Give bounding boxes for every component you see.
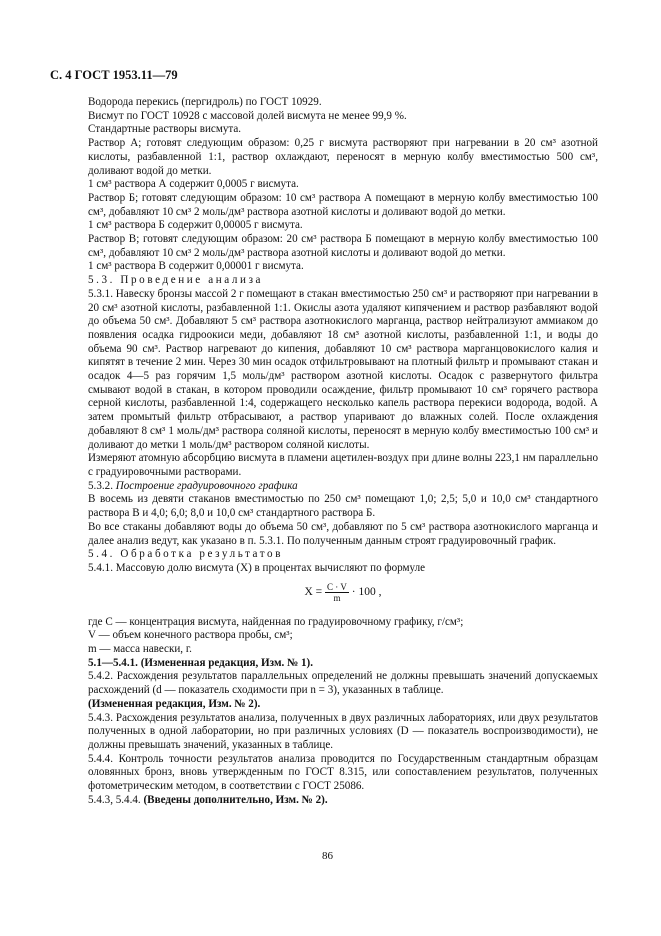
paragraph: Раствор В; готовят следующим образом: 20 см³ раствора Б помещают в мерную колбу вместимостью 100 см³, добавляют 10 см³ 2 моль/дм³ раствора азотной кислоты и доливают водой до метки. — [88, 233, 598, 259]
paragraph: Стандартные растворы висмута. — [88, 123, 242, 136]
paragraph-5-4-4: 5.4.4. Контроль точности результатов анализа проводится по Государственным стандартным образцам оловянных бронз, вновь утвержденным по ГОСТ 8.315, или сопоставлением результатов, полученных фотометрическим методом, в соответствии с ГОСТ 25086. — [88, 752, 598, 793]
edit-note-bold: (Введены дополнительно, Изм. № 2). — [143, 793, 328, 806]
paragraph-5-3-2 — [88, 480, 598, 494]
formula — [88, 582, 598, 608]
paragraph-measure: Измеряют атомную абсорбцию висмута в пламени ацетилен-воздух при длине волны 223,1 нм параллельно с градуировочными растворами. — [88, 452, 598, 478]
edit-note: (Измененная редакция, Изм. № 2). — [88, 697, 261, 710]
edit-note: 5.1—5.4.1. (Измененная редакция, Изм. № 1). — [88, 656, 314, 669]
paragraph: Висмут по ГОСТ 10928 с массовой долей висмута не менее 99,9 %. — [88, 109, 407, 122]
paragraph: Во все стаканы добавляют воды до объема 50 см³, добавляют по 5 см³ раствора азотнокислого марганца и далее анализ ведут, как указано в п. 5.3.1. По полученным данным строят градуировочный график. — [88, 520, 598, 547]
formula-numerator: C · V — [327, 581, 347, 592]
paragraph-5-4-1: 5.4.1. Массовую долю висмута (X) в процентах вычисляют по формуле — [88, 561, 426, 574]
paragraph: Водорода перекись (пергидроль) по ГОСТ 10929. — [88, 96, 322, 108]
paragraph: 1 см³ раствора А содержит 0,0005 г висмута. — [88, 178, 299, 191]
formula-denominator: m — [333, 592, 341, 603]
section-heading-5-3: 5.3. Проведение анализа — [88, 274, 264, 287]
edit-note-prefix: 5.4.3, 5.4.4. — [88, 793, 141, 806]
paragraph: Раствор А; готовят следующим образом: 0,25 г висмута растворяют при нагревании в 20 см³ азотной кислоты, разбавленной 1:1, раствор охлаждают, переносят в мерную колбу вместимостью 500 см³, доливают водой до метки. — [88, 137, 598, 177]
where-line: m — масса навески, г. — [88, 643, 192, 656]
section-heading-5-4: 5.4. Обработка результатов — [88, 548, 284, 561]
formula-fraction — [325, 582, 349, 603]
paragraph-5-3-1: 5.3.1. Навеску бронзы массой 2 г помещают в стакан вместимостью 250 см³ и растворяют при нагревании в 20 см³ азотной кислоты, разбавленной 1:1. Окислы азота удаляют кипячением и раствор разбавляют водой до объема 50 см³. Добавляют 5 см³ раствора азотнокислого марганца, раствор нейтрализуют аммиаком до появления осадка гидроокиси меди, добавляют 18 см³ азотной кислоты, разбавленной 1:1, и воды до объема 90 см³. Раствор нагревают до кипения, добавляют 10 см³ раствора марганцовокислого калия и кипятят в течение 2 мин. Через 30 мин осадок отфильтровывают на плотный фильтр и промывают стакан и осадок 4—5 раз горячим 1,5 моль/дм³ раствором азотной кислоты. Осадок с развернутого фильтра смывают водой в стакан, в котором проводили осаждение, фильтр промывают 10 см³ горячего раствора серной кислоты, разбавленной 1:4, содержащего несколько капель раствора перекиси водорода, водой. А затем промытый фильтр отбрасывают, а раствор упаривают до влажных солей. После охлаждения добавляют 8 см³ 1 моль/дм³ раствора соляной кислоты, переносят в мерную колбу вместимостью 100 см³ и доливают до метки 1 моль/дм³ раствором соляной кислоты. — [88, 287, 598, 451]
clause-number: 5.3.2. — [88, 479, 113, 492]
formula-lhs: X = — [304, 585, 323, 598]
paragraph-5-4-3: 5.4.3. Расхождения результатов анализа, полученных в двух различных лабораториях, или двух результатов полученных в одной лаборатории, но при различных условиях (D — показатель воспроизводимости), не должны превышать значений, указанных в таблице. — [88, 711, 598, 751]
page-header: С. 4 ГОСТ 1953.11—79 — [50, 68, 178, 82]
paragraph: 1 см³ раствора Б содержит 0,00005 г висмута. — [88, 219, 303, 232]
document-body — [88, 96, 598, 807]
clause-title: Построение градуировочного графика — [115, 479, 298, 492]
paragraph: 1 см³ раствора В содержит 0,00001 г висмута. — [88, 260, 304, 273]
paragraph-5-4-2: 5.4.2. Расхождения результатов параллельных определений не должны превышать значений допускаемых расхождений (d — показатель сходимости при n = 3), указанных в таблице. — [88, 670, 598, 697]
paragraph: Раствор Б; готовят следующим образом: 10 см³ раствора А помещают в мерную колбу вместимостью 100 см³, добавляют 10 см³ 2 моль/дм³ раствора азотной кислоты и доливают водой до метки. — [88, 191, 598, 218]
formula-rhs: · 100 , — [351, 585, 382, 598]
paragraph: В восемь из девяти стаканов вместимостью по 250 см³ помещают 1,0; 2,5; 5,0 и 10,0 см³ стандартного раствора В и 4,0; 6,0; 8,0 и 10,0 см³ стандартного раствора Б. — [88, 493, 598, 520]
where-line: V — объем конечного раствора пробы, см³; — [88, 629, 293, 642]
where-line: где C — концентрация висмута, найденная по градуировочному графику, г/см³; — [88, 615, 464, 628]
page-number: 86 — [322, 850, 333, 862]
edit-note — [88, 794, 598, 808]
